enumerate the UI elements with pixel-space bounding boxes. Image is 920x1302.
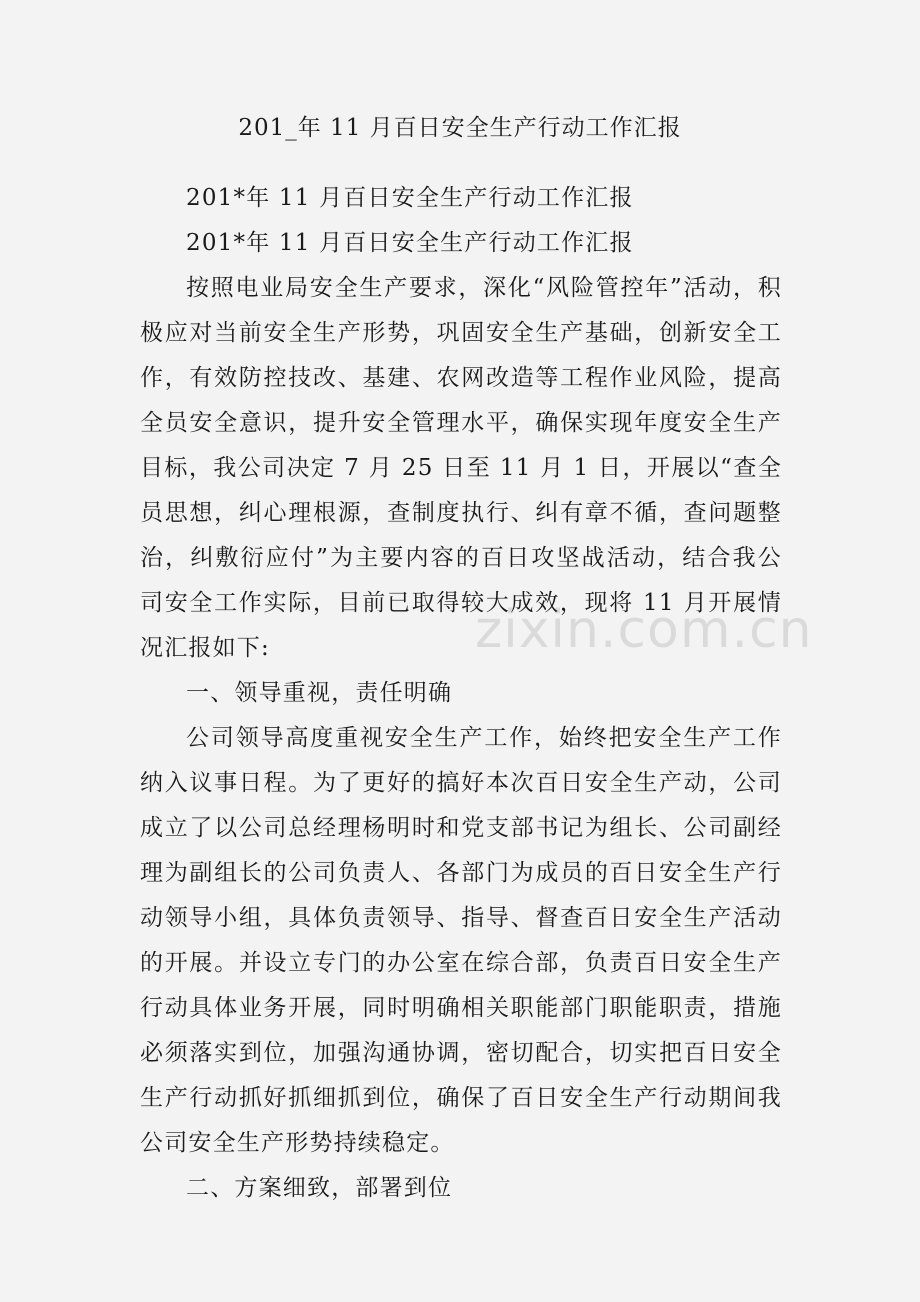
repeated-title-line: 201*年 11 月百日安全生产行动工作汇报 xyxy=(186,185,634,211)
section-heading-2: 二、方案细致，部署到位 xyxy=(186,1175,453,1201)
document-body xyxy=(140,176,782,1211)
intro-paragraph: 按照电业局安全生产要求，深化“风险管控年”活动，积极应对当前安全生产形势，巩固安全生产基础，创新安全工作，有效防控技改、基建、农网改造等工程作业风险，提高全员安全意识，提升安全管理水平，确保实现年度安全生产目标，我公司决定 7 月 25 日至 11 月 1 日，开展以“查全员思想，纠心理根源，查制度执行、纠有章不循，查问题整治，纠敷衍应付”为主要内容的百日攻坚战活动，结合我公司安全工作实际，目前已取得较大成效，现将 11 月开展情况汇报如下: xyxy=(140,275,782,661)
document-title: 201_年 11 月百日安全生产行动工作汇报 xyxy=(238,115,682,141)
section-heading-1: 一、领导重视，责任明确 xyxy=(186,680,453,706)
watermark: zixin.com.cn xyxy=(475,600,813,660)
repeated-title-line: 201*年 11 月百日安全生产行动工作汇报 xyxy=(186,230,634,256)
section-1-paragraph: 公司领导高度重视安全生产工作，始终把安全生产工作纳入议事日程。为了更好的搞好本次百日安全生产动，公司成立了以公司总经理杨明时和党支部书记为组长、公司副经理为副组长的公司负责人、各部门为成员的百日安全生产行动领导小组，具体负责领导、指导、督查百日安全生产活动的开展。并设立专门的办公室在综合部，负责百日安全生产行动具体业务开展，同时明确相关职能部门职能职责，措施必须落实到位，加强沟通协调，密切配合，切实把百日安全生产行动抓好抓细抓到位，确保了百日安全生产行动期间我公司安全生产形势持续稳定。 xyxy=(140,725,782,1156)
